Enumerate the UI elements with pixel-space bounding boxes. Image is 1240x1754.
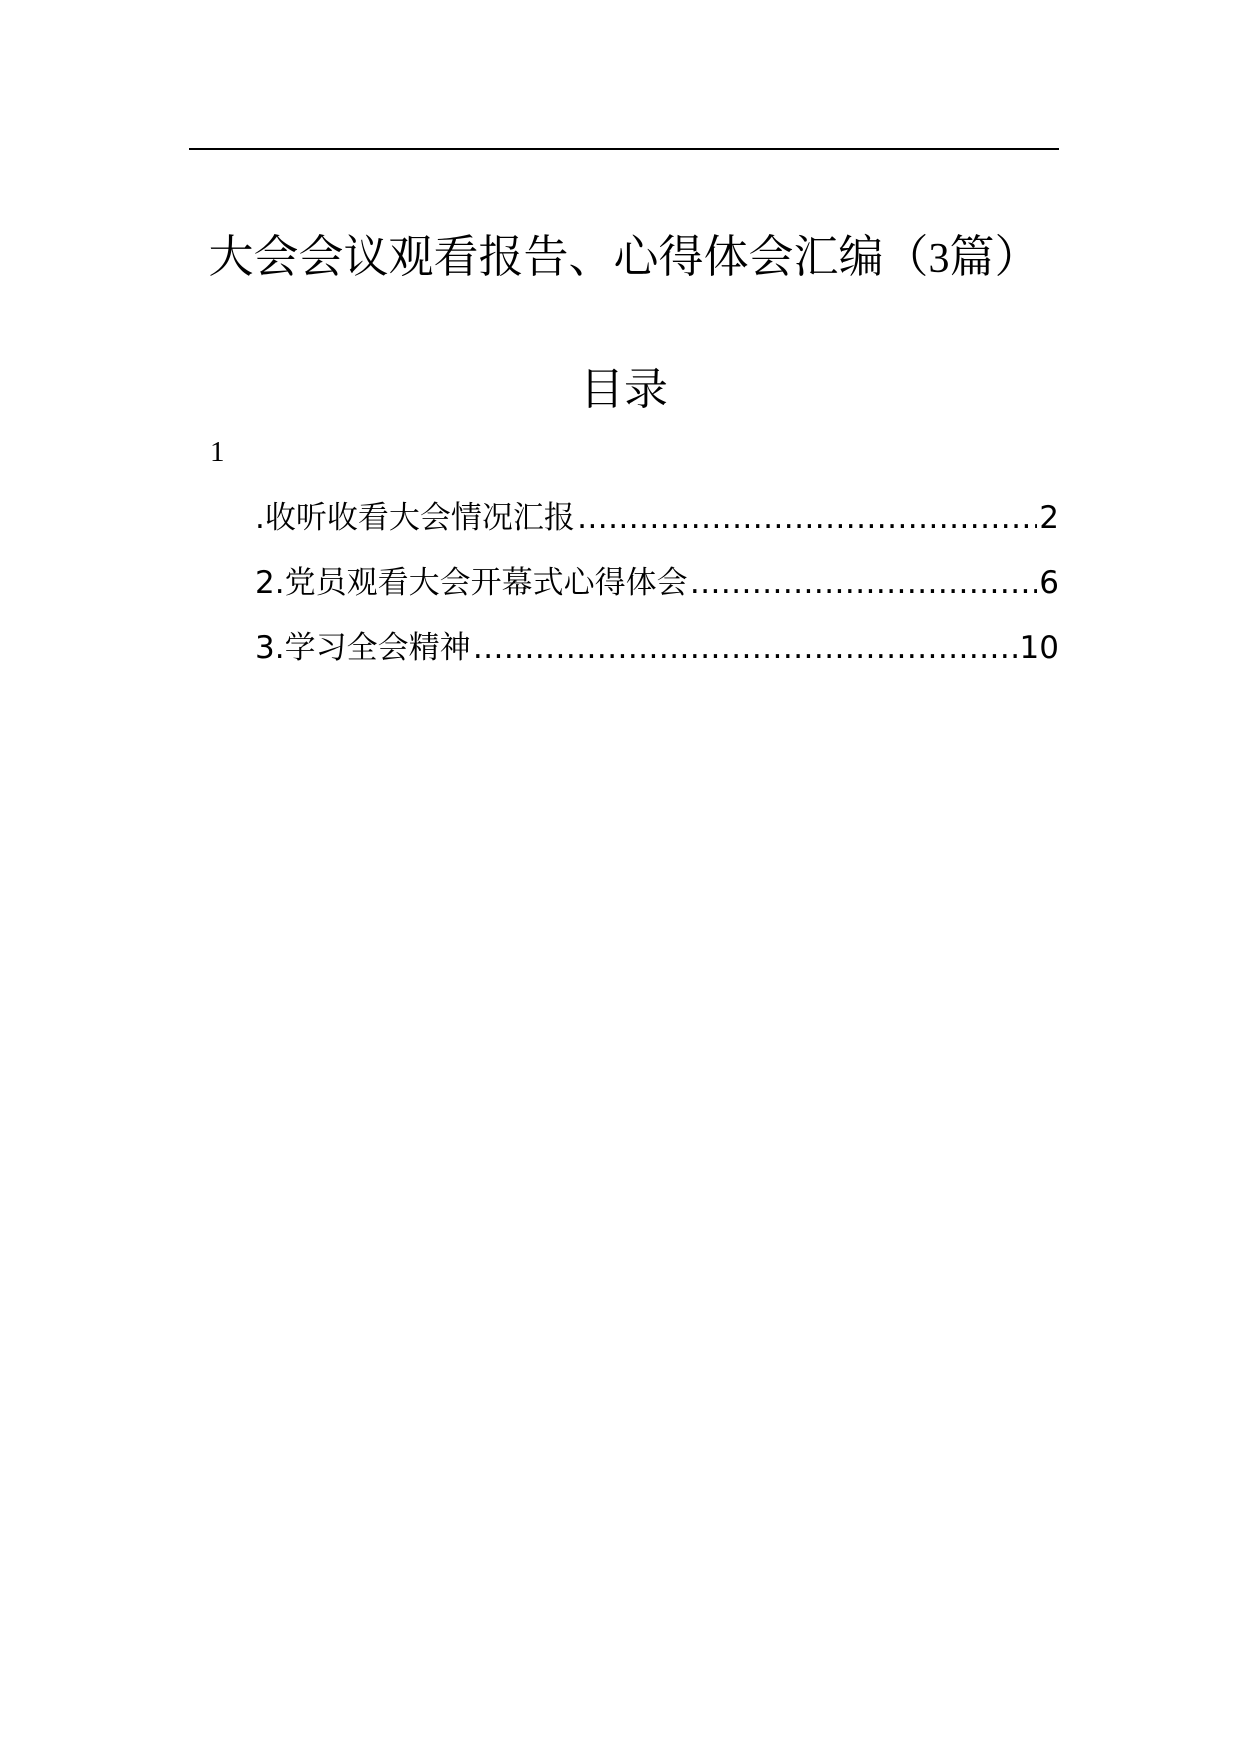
header-rule	[189, 148, 1059, 150]
document-title	[189, 222, 1059, 294]
toc-dot-leader	[577, 495, 1037, 541]
toc-entry-page: 10	[1019, 630, 1059, 666]
toc-dot-leader	[473, 625, 1018, 671]
toc-entry-page: 2	[1039, 500, 1059, 536]
toc-entry-1[interactable]	[255, 495, 1059, 560]
toc-entry-3[interactable]	[255, 625, 1059, 690]
toc-heading: 目录	[580, 364, 668, 415]
title-tail-text: 篇）	[949, 230, 1040, 283]
title-main-text: 大会会议观看报告、心得体会汇编（	[208, 230, 929, 283]
toc-entry-page: 6	[1039, 565, 1059, 601]
toc-dot-leader	[690, 560, 1038, 606]
toc-entry-label: 3.学习全会精神	[255, 630, 471, 666]
toc-entry-label: 2.党员观看大会开幕式心得体会	[255, 565, 688, 601]
title-count: 3	[928, 236, 950, 282]
toc-stray-number: 1	[210, 436, 225, 468]
table-of-contents	[255, 495, 1059, 690]
toc-entry-2[interactable]	[255, 560, 1059, 625]
toc-entry-label: .收听收看大会情况汇报	[255, 500, 575, 536]
